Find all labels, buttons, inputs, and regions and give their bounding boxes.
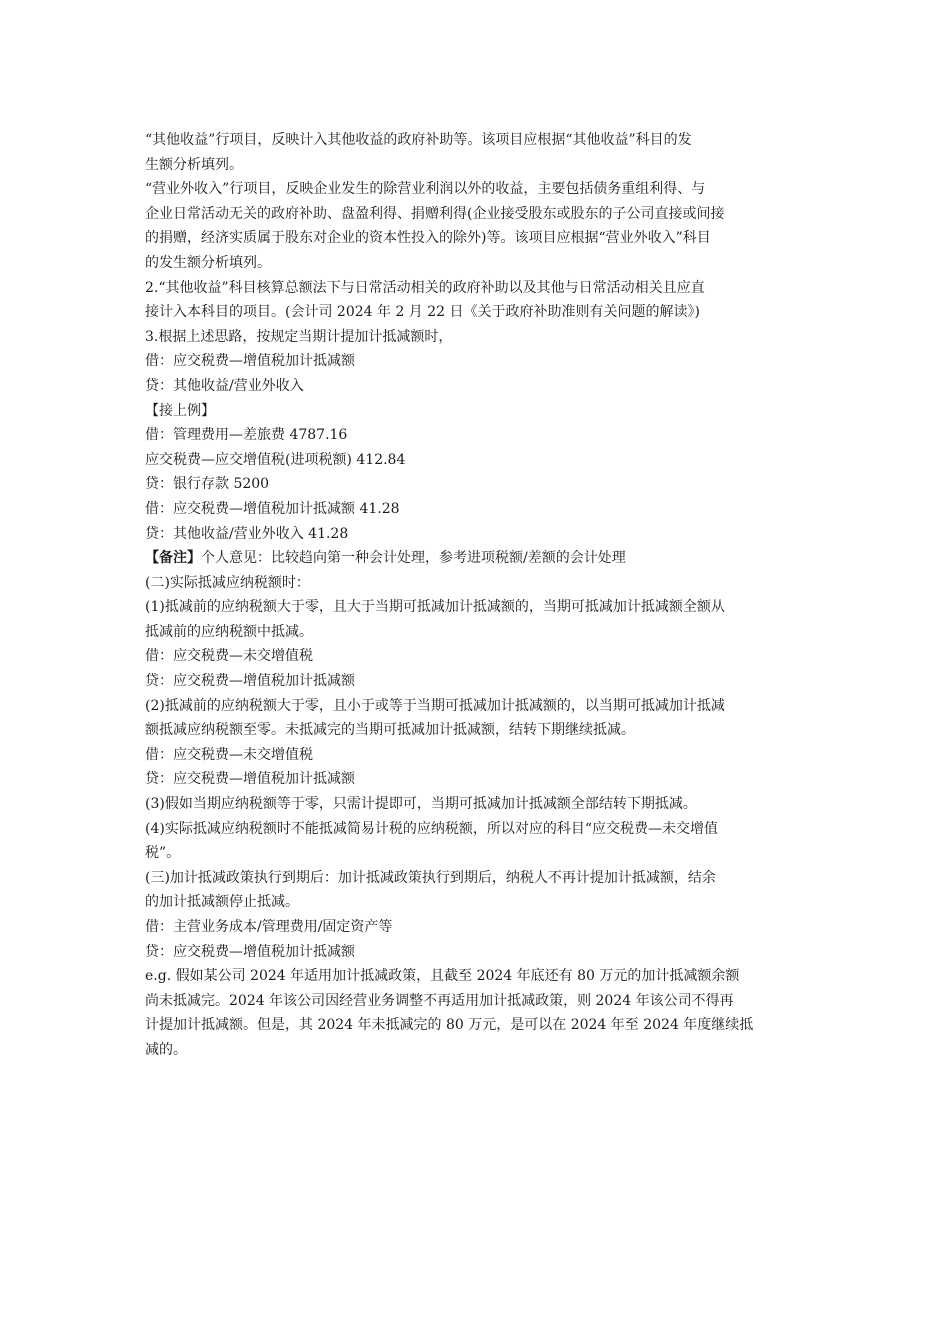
paragraph-line: 的发生额分析填列。 [145, 254, 271, 271]
paragraph-line: 接计入本科目的项目。(会计司 2024 年 2 月 22 日《关于政府补助准则有关问题的解读》) [145, 304, 700, 321]
journal-entry-line: 贷：应交税费—增值税加计抵减额 [145, 673, 355, 690]
journal-entry-line: 贷：其他收益/营业外收入 [145, 377, 304, 394]
example-line: 尚未抵减完。2024 年该公司因经营业务调整不再适用加计抵减政策，则 2024 年该公司不得再 [145, 992, 734, 1009]
section-heading: (三)加计抵减政策执行到期后：加计抵减政策执行到期后，纳税人不再计提加计抵减额，结余 [145, 869, 716, 886]
paragraph-line: “营业外收入”行项目，反映企业发生的除营业利润以外的收益，主要包括债务重组利得、与 [145, 181, 706, 198]
paragraph-line: “其他收益”行项目，反映计入其他收益的政府补助等。该项目应根据“其他收益”科目的发 [145, 132, 692, 148]
paragraph-line: 的捐赠，经济实质属于股东对企业的资本性投入的除外)等。该项目应根据“营业外收入”科目 [145, 230, 711, 247]
paragraph-line: (1)抵减前的应纳税额大于零，且大于当期可抵减加计抵减额的，当期可抵减加计抵减额全额从 [145, 599, 725, 616]
paragraph-line: 税”。 [145, 845, 181, 862]
paragraph-line: (4)实际抵减应纳税额时不能抵减简易计税的应纳税额，所以对应的科目“应交税费—未交增值 [145, 820, 718, 837]
journal-entry-line: 贷：应交税费—增值税加计抵减额 [145, 771, 355, 788]
example-line: 计提加计抵减额。但是，其 2024 年未抵减完的 80 万元，是可以在 2024 年至 2024 年度继续抵 [145, 1017, 754, 1034]
journal-entry-line: 应交税费—应交增值税(进项税额) 412.84 [145, 451, 406, 468]
paragraph-line: 2.“其他收益”科目核算总额法下与日常活动相关的政府补助以及其他与日常活动相关且应直 [145, 279, 705, 296]
section-heading: (二)实际抵减应纳税额时： [145, 574, 310, 591]
journal-entry-line: 贷：银行存款 5200 [145, 476, 270, 493]
paragraph-line: 额抵减应纳税额至零。未抵减完的当期可抵减加计抵减额，结转下期继续抵减。 [145, 722, 635, 739]
journal-entry-line: 贷：应交税费—增值税加计抵减额 [145, 943, 355, 960]
journal-entry-line: 借：管理费用—差旅费 4787.16 [145, 427, 348, 444]
paragraph-line: 抵减前的应纳税额中抵减。 [145, 623, 313, 640]
example-line: 减的。 [145, 1041, 187, 1058]
paragraph-line: 的加计抵减额停止抵减。 [145, 894, 299, 911]
note-label: 【备注】 [145, 550, 201, 567]
paragraph-line: (2)抵减前的应纳税额大于零，且小于或等于当期可抵减加计抵减额的，以当期可抵减加计抵减 [145, 697, 725, 714]
journal-entry-line: 借：应交税费—未交增值税 [145, 648, 313, 665]
journal-entry-line: 借：应交税费—未交增值税 [145, 746, 313, 763]
example-line: e.g. 假如某公司 2024 年适用加计抵减政策，且截至 2024 年底还有 80 万元的加计抵减额余额 [145, 968, 740, 985]
note-line [145, 546, 810, 571]
note-text: 个人意见：比较趋向第一种会计处理，参考进项税额/差额的会计处理 [201, 550, 626, 567]
journal-entry-line: 借：主营业务成本/管理费用/固定资产等 [145, 919, 393, 935]
journal-entry-line: 借：应交税费—增值税加计抵减额 41.28 [145, 500, 400, 517]
journal-entry-line: 贷：其他收益/营业外收入 41.28 [145, 525, 349, 542]
document-body [145, 128, 810, 1063]
paragraph-line: (3)假如当期应纳税额等于零，只需计提即可，当期可抵减加计抵减额全部结转下期抵减。 [145, 796, 697, 813]
journal-entry-line: 借：应交税费—增值税加计抵减额 [145, 353, 355, 370]
paragraph-line: 企业日常活动无关的政府补助、盘盈利得、捐赠利得(企业接受股东或股东的子公司直接或间接 [145, 205, 725, 222]
paragraph-line: 3.根据上述思路，按规定当期计提加计抵减额时， [145, 328, 453, 345]
paragraph-line: 生额分析填列。 [145, 156, 243, 173]
example-heading: 【接上例】 [145, 402, 215, 419]
